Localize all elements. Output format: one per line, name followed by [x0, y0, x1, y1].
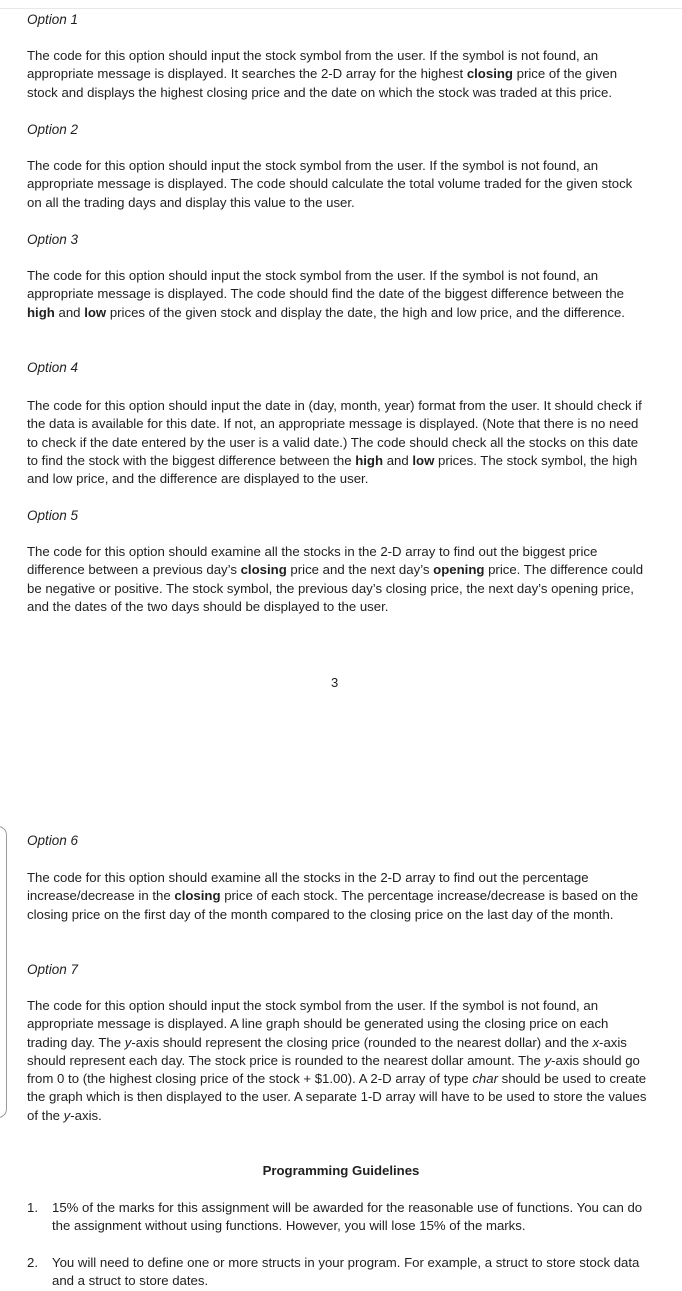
guideline-number: 2.	[27, 1255, 38, 1270]
option-3-heading: Option 3	[27, 232, 79, 247]
text-run: high	[27, 304, 55, 320]
text-run: low	[412, 452, 435, 468]
option-4-heading: Option 4	[27, 360, 79, 375]
option-2-paragraph	[27, 157, 649, 212]
option-6-heading: Option 6	[27, 833, 79, 848]
option-3-paragraph	[27, 267, 649, 322]
text-run: price and the next day’s	[286, 562, 434, 578]
option-1-heading: Option 1	[27, 12, 79, 27]
text-run: price. The difference could be negative or positive. The stock symbol, the previous day’s closing price, the next day’s opening price, and the dates of the two days should be displayed to the user.	[27, 562, 644, 614]
text-run: prices. The stock symbol, the high and low price, and the difference are displayed to the user.	[27, 452, 638, 487]
text-run: The code for this option should input the stock symbol from the user. If the symbol is not found, an appropriate message is displayed. It searches the 2-D array for the highest	[27, 48, 599, 82]
text-run: y	[544, 1052, 552, 1068]
programming-guidelines-title: Programming Guidelines	[262, 1163, 420, 1178]
option-5-paragraph	[27, 543, 649, 616]
text-run: -axis should represent each day. The stock price is rounded to the nearest dollar amount. The	[27, 1034, 627, 1068]
option-7-paragraph	[27, 997, 649, 1125]
page-number: 3	[331, 675, 339, 690]
option-2-heading: Option 2	[27, 122, 79, 137]
guideline-text: You will need to define one or more structs in your program. For example, a struct to store stock data and a struct to store dates.	[52, 1255, 640, 1289]
text-run: The code for this option should input the date in (day, month, year) format from the user. It should check if the data is available for this date. If not, an appropriate message is displayed. (Note that there is no need to check if the date entered by the user is a valid date.) The code should check all the stocks on this date to find the stock with the biggest difference between the	[27, 398, 642, 468]
text-run: The code for this option should examine all the stocks in the 2-D array to find out the percentage increase/decrease in the	[27, 870, 589, 904]
text-run: opening	[433, 562, 485, 578]
text-run: y	[124, 1034, 132, 1050]
option-7-heading: Option 7	[27, 962, 79, 977]
text-run: char	[472, 1071, 498, 1087]
text-run: -axis.	[70, 1107, 102, 1123]
option-4-paragraph	[27, 397, 649, 488]
text-run: and	[54, 304, 85, 320]
text-run: The code for this option should examine all the stocks in the 2-D array to find out the biggest price difference between a previous day’s	[27, 544, 598, 578]
text-run: and	[383, 452, 413, 468]
text-run: prices of the given stock and display the date, the high and low price, and the difference.	[106, 304, 625, 320]
text-run: The code for this option should input the stock symbol from the user. If the symbol is not found, an appropriate message is displayed. A line graph should be generated using the closing price on each trading day. The	[27, 998, 609, 1050]
text-run: closing	[240, 562, 287, 578]
text-run: price of the given stock and displays the highest closing price and the date on which the stock was traded at this price.	[27, 66, 618, 100]
text-run: closing	[174, 888, 221, 904]
guideline-number: 1.	[27, 1200, 38, 1215]
text-run: -axis should represent the closing price (rounded to the nearest dollar) and the	[131, 1034, 593, 1050]
option-5-heading: Option 5	[27, 508, 79, 523]
text-run: The code for this option should input the stock symbol from the user. If the symbol is not found, an appropriate message is displayed. The code should find the date of the biggest difference between the	[27, 268, 625, 302]
text-run: x	[592, 1034, 600, 1050]
text-run: price of each stock. The percentage increase/decrease is based on the closing price on the first day of the month compared to the closing price on the last day of the month.	[27, 888, 639, 922]
guideline-text: 15% of the marks for this assignment will be awarded for the reasonable use of functions. You can do the assignment without using functions. However, you will lose 15% of the marks.	[52, 1200, 643, 1234]
option-1-paragraph	[27, 47, 649, 102]
text-run: The code for this option should input the stock symbol from the user. If the symbol is not found, an appropriate message is displayed. The code should calculate the total volume traded for the given stock on all the trading days and display this value to the user.	[27, 158, 633, 210]
text-run: should be used to create the graph which is then displayed to the user. A separate 1-D array will have to be used to store the values of the	[27, 1071, 647, 1123]
text-run: -axis should go from 0 to (the highest closing price of the stock + $1.00). A 2-D array of type	[27, 1052, 640, 1087]
text-run: low	[84, 304, 107, 320]
text-run: y	[63, 1107, 71, 1123]
text-run: closing	[466, 66, 513, 82]
text-run: high	[355, 452, 384, 468]
option-6-paragraph	[27, 869, 649, 924]
